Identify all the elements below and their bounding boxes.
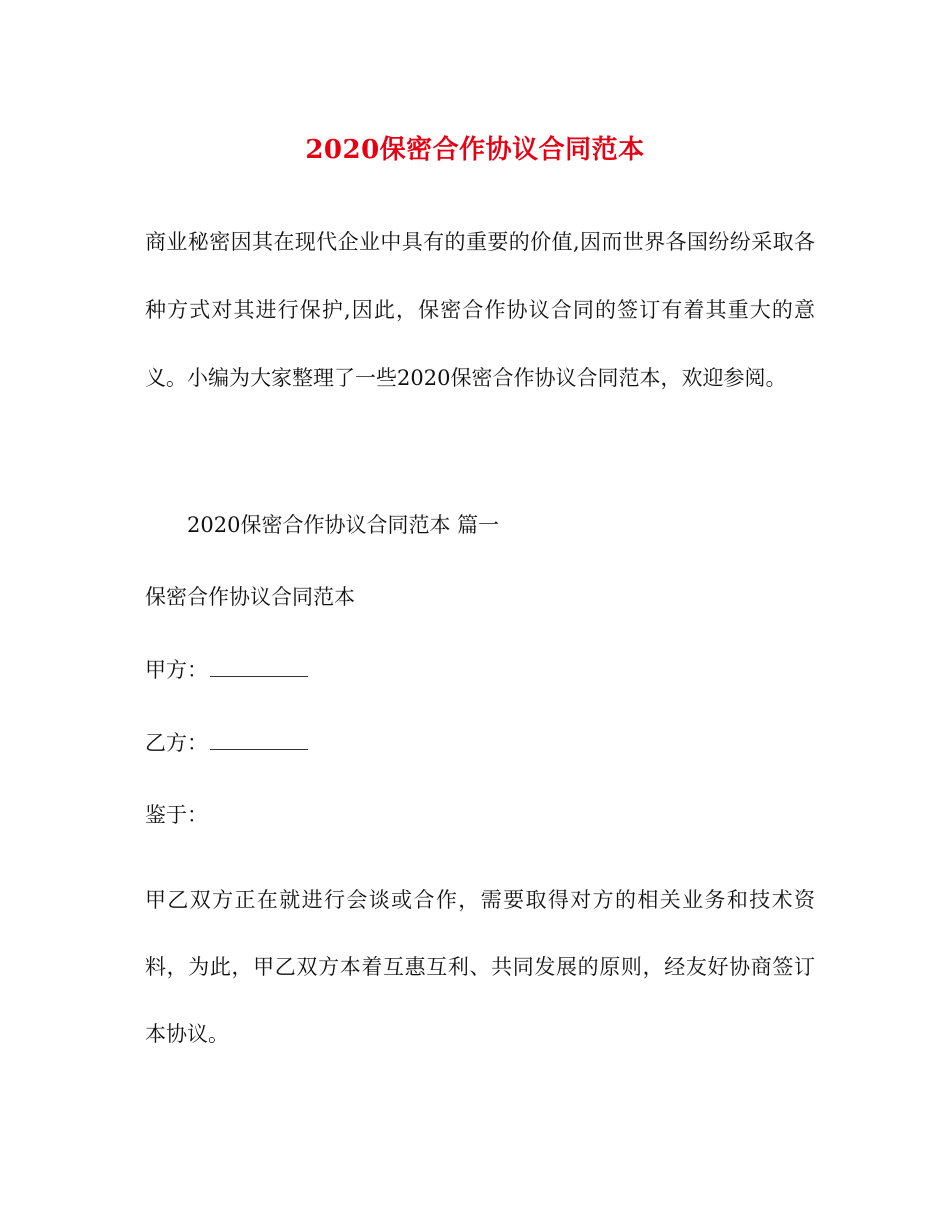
party-b-blank [210, 729, 308, 750]
document-title: 2020保密合作协议合同范本 [305, 135, 645, 165]
party-b-label: 乙方： [145, 731, 208, 755]
section-heading: 2020保密合作协议合同范本 篇一 [187, 513, 500, 537]
body-paragraph: 甲乙双方正在就进行会谈或合作，需要取得对方的相关业务和技术资料，为此，甲乙双方本着互惠互利、共同发展的原则，经友好协商签订本协议。 [145, 888, 815, 1046]
contract-title: 保密合作协议合同范本 [145, 585, 355, 609]
party-a-label: 甲方： [145, 658, 208, 682]
intro-paragraph: 商业秘密因其在现代企业中具有的重要的价值,因而世界各国纷纷采取各种方式对其进行保护,因此，保密合作协议合同的签订有着其重大的意义。小编为大家整理了一些2020保密合作协议合同范本，欢迎参阅。 [145, 230, 815, 390]
party-a-blank [210, 656, 308, 677]
whereas-label: 鉴于： [145, 803, 208, 827]
party-b-line [145, 723, 308, 763]
party-a-line [145, 650, 308, 690]
